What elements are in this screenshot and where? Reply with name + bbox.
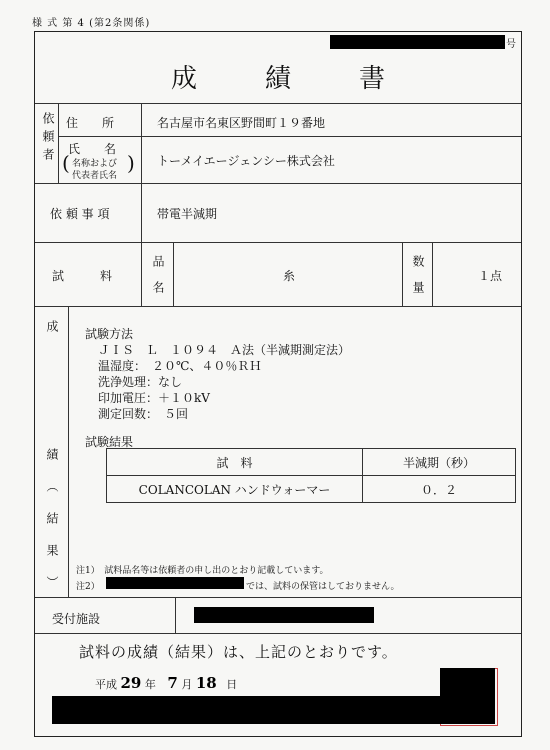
col-divider-qty-label [402, 242, 403, 306]
col-divider-qty-value [432, 242, 433, 306]
row-divider-address [58, 136, 521, 137]
table-row [107, 476, 516, 503]
reception-label: 受付施設 [52, 612, 101, 626]
title-char-1: 成 [170, 64, 197, 94]
method-line-2: 温湿度： ２０℃、４０％ＲＨ [98, 359, 262, 373]
col-divider-reception [175, 597, 176, 633]
results-side-label: 成 績（結果） [45, 320, 59, 608]
number-suffix: 号 [506, 39, 516, 50]
col-divider-results [68, 306, 69, 597]
table-header-row [107, 449, 516, 476]
method-line-1: ＪＩＳ Ｌ １０９４ Ａ法（半減期測定法） [98, 343, 351, 357]
date-month: 7 [167, 674, 178, 692]
results-heading: 試験結果 [85, 435, 134, 449]
method-line-4: 印加電圧：＋１０kV [98, 391, 210, 405]
name-bracket-left: ( [62, 151, 70, 175]
row-divider-request [35, 242, 521, 243]
note-1: 注1） 試料品名等は依頼者の申し出のとおり記載しています。 [76, 566, 329, 576]
issue-date [95, 674, 237, 692]
date-year-unit: 年 [144, 678, 156, 691]
row-divider-reception [35, 633, 521, 634]
date-year: 29 [120, 674, 142, 692]
col-divider-client-group [58, 103, 59, 183]
title-char-2: 績 [264, 64, 291, 94]
item-label: 品名 [151, 255, 165, 307]
address-label: 住 所 [66, 116, 115, 130]
client-name-value: トーメイエージェンシー株式会社 [157, 154, 335, 168]
name-sublabel-2: 代表者氏名 [72, 171, 118, 181]
form-number: 様 式 第 4 (第2条関係) [32, 18, 151, 29]
note-2-text: では、試料の保管はしておりません。 [246, 582, 400, 592]
name-sublabel-1: 名称および [72, 159, 118, 169]
table-header-sample: 試 料 [107, 449, 363, 476]
date-month-unit: 月 [181, 678, 193, 691]
redacted-facility-name [106, 577, 244, 589]
redacted-reception-facility [194, 607, 374, 623]
table-header-halflife: 半減期（秒） [363, 449, 516, 476]
item-value: 糸 [283, 269, 296, 283]
results-table [106, 448, 516, 503]
redacted-issuer [52, 696, 492, 724]
title-char-3: 書 [359, 64, 386, 94]
date-era: 平成 [95, 678, 117, 691]
closing-statement: 試料の成績（結果）は、上記のとおりです。 [79, 643, 398, 661]
request-value: 帯電半減期 [157, 207, 218, 221]
date-day-unit: 日 [226, 678, 238, 691]
row-divider-results [35, 597, 521, 598]
row-divider-top [35, 103, 521, 104]
method-heading: 試験方法 [85, 327, 134, 341]
row-divider-client [35, 183, 521, 184]
redacted-seal [440, 668, 495, 724]
table-cell-sample: COLANCOLAN ハンドウォーマー [107, 476, 363, 503]
name-label: 氏 名 [68, 142, 117, 156]
method-line-3: 洗浄処理：なし [98, 375, 183, 389]
quantity-label: 数量 [411, 255, 425, 307]
col-divider-item-label [173, 242, 174, 306]
table-cell-halflife: ０．２ [363, 476, 516, 503]
note-2-label: 注2） [76, 582, 100, 592]
request-label: 依 頼 事 項 [50, 207, 110, 221]
document-title [34, 58, 522, 95]
address-value: 名古屋市名東区野間町１９番地 [157, 116, 326, 130]
name-bracket-right: ) [127, 151, 135, 175]
row-divider-sample [35, 306, 521, 307]
method-line-5: 測定回数： ５回 [98, 407, 189, 421]
date-day: 18 [195, 674, 217, 692]
client-group-label: 依頼者 [41, 112, 55, 166]
col-divider-label [141, 103, 142, 306]
sample-label: 試 料 [52, 269, 113, 283]
quantity-value: １点 [478, 269, 503, 283]
